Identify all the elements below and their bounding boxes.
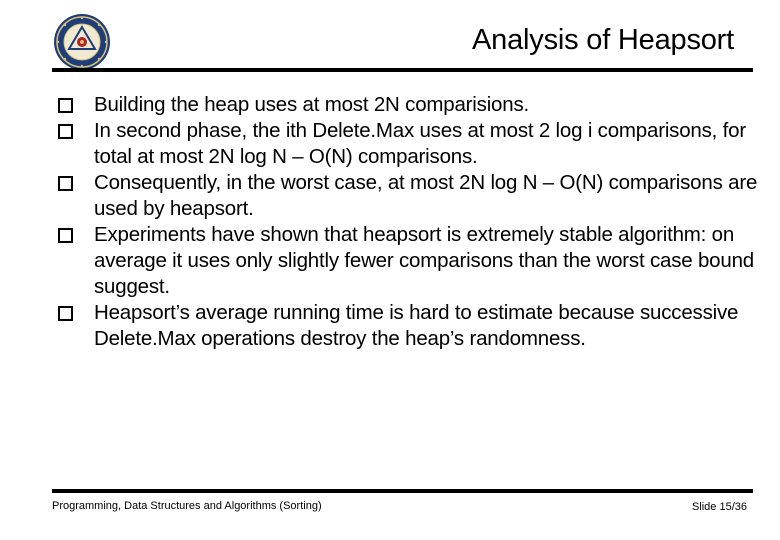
university-seal-icon [52, 12, 112, 72]
bullet-text: Consequently, in the worst case, at most 2N log N – O(N) comparisons are used by heapsort. [94, 171, 758, 220]
bullet-item [58, 92, 758, 118]
bullet-list [58, 92, 758, 352]
bullet-text: Heapsort’s average running time is hard to estimate because successive Delete.Max operations destroy the heap’s randomness. [94, 301, 739, 350]
square-bullet-icon [58, 228, 73, 243]
bullet-text: Building the heap uses at most 2N comparisions. [94, 93, 530, 116]
footer-course-title: Programming, Data Structures and Algorithms (Sorting) [52, 500, 322, 512]
bullet-item [58, 222, 758, 300]
bullet-item [58, 300, 758, 352]
square-bullet-icon [58, 306, 73, 321]
slide-title: Analysis of Heapsort [472, 24, 734, 56]
square-bullet-icon [58, 124, 73, 139]
square-bullet-icon [58, 176, 73, 191]
bullet-item [58, 118, 758, 170]
square-bullet-icon [58, 98, 73, 113]
bullet-text: Experiments have shown that heapsort is extremely stable algorithm: on average it uses only slightly fewer comparisons than the worst case bound suggest. [94, 223, 754, 298]
slide-number: Slide 15/36 [691, 501, 747, 513]
title-divider [52, 68, 753, 72]
footer-divider [52, 489, 753, 493]
bullet-text: In second phase, the ith Delete.Max uses at most 2 log i comparisons, for total at most 2N log N – O(N) comparisons. [94, 119, 746, 168]
bullet-item [58, 170, 758, 222]
